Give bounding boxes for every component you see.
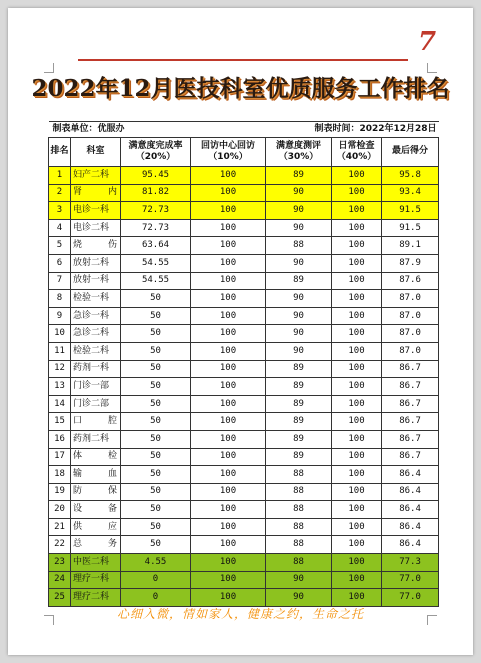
slogan: 心细入微，情如家人，健康之约，生命之托 <box>116 607 364 621</box>
callback-cell: 100 <box>191 413 266 431</box>
final-score-cell: 95.8 <box>382 167 439 185</box>
table-row <box>49 554 439 572</box>
survey-cell: 90 <box>266 571 332 589</box>
inspection-cell: 100 <box>332 202 382 220</box>
survey-cell: 90 <box>266 184 332 202</box>
callback-cell: 100 <box>191 184 266 202</box>
inspection-cell: 100 <box>332 360 382 378</box>
rank-cell: 25 <box>49 589 71 607</box>
callback-cell: 100 <box>191 325 266 343</box>
rank-cell: 18 <box>49 466 71 484</box>
rank-cell: 21 <box>49 518 71 536</box>
rank-cell: 3 <box>49 202 71 220</box>
dept-cell: 体 检 <box>71 448 121 466</box>
inspection-cell: 100 <box>332 430 382 448</box>
callback-cell: 100 <box>191 307 266 325</box>
survey-cell: 89 <box>266 378 332 396</box>
rank-cell: 2 <box>49 184 71 202</box>
final-score-cell: 77.0 <box>382 571 439 589</box>
rank-cell: 24 <box>49 571 71 589</box>
survey-cell: 89 <box>266 167 332 185</box>
table-row <box>49 448 439 466</box>
final-score-cell: 86.7 <box>382 413 439 431</box>
callback-cell: 100 <box>191 254 266 272</box>
completion-cell: 72.73 <box>121 202 191 220</box>
final-score-cell: 87.9 <box>382 254 439 272</box>
callback-cell: 100 <box>191 202 266 220</box>
survey-cell: 88 <box>266 536 332 554</box>
dept-cell: 门诊二部 <box>71 395 121 413</box>
final-score-cell: 86.4 <box>382 501 439 519</box>
dept-cell: 检验二科 <box>71 342 121 360</box>
inspection-cell: 100 <box>332 307 382 325</box>
table-info-row <box>49 122 439 138</box>
survey-cell: 90 <box>266 219 332 237</box>
completion-cell: 50 <box>121 466 191 484</box>
table-row <box>49 342 439 360</box>
completion-cell: 50 <box>121 360 191 378</box>
inspection-cell: 100 <box>332 501 382 519</box>
survey-cell: 88 <box>266 554 332 572</box>
callback-cell: 100 <box>191 290 266 308</box>
final-score-cell: 93.4 <box>382 184 439 202</box>
callback-cell: 100 <box>191 272 266 290</box>
survey-cell: 89 <box>266 448 332 466</box>
inspection-cell: 100 <box>332 290 382 308</box>
table-row <box>49 518 439 536</box>
survey-cell: 90 <box>266 254 332 272</box>
final-score-cell: 86.7 <box>382 378 439 396</box>
table-row <box>49 167 439 185</box>
final-score-cell: 91.5 <box>382 202 439 220</box>
table-row <box>49 395 439 413</box>
callback-cell: 100 <box>191 360 266 378</box>
rank-cell: 20 <box>49 501 71 519</box>
completion-cell: 50 <box>121 395 191 413</box>
callback-cell: 100 <box>191 430 266 448</box>
table-row <box>49 254 439 272</box>
inspection-cell: 100 <box>332 466 382 484</box>
survey-cell: 88 <box>266 501 332 519</box>
page-title: 2022年12月医技科室优质服务工作排名 <box>31 75 450 102</box>
table-row <box>49 202 439 220</box>
completion-cell: 50 <box>121 342 191 360</box>
survey-cell: 89 <box>266 395 332 413</box>
inspection-cell: 100 <box>332 571 382 589</box>
survey-cell: 90 <box>266 290 332 308</box>
survey-cell: 89 <box>266 430 332 448</box>
completion-cell: 4.55 <box>121 554 191 572</box>
table-row <box>49 430 439 448</box>
survey-cell: 89 <box>266 360 332 378</box>
rank-cell: 13 <box>49 378 71 396</box>
rank-cell: 23 <box>49 554 71 572</box>
table-body <box>49 167 439 607</box>
rank-cell: 11 <box>49 342 71 360</box>
survey-cell: 89 <box>266 272 332 290</box>
completion-cell: 50 <box>121 518 191 536</box>
final-score-cell: 86.7 <box>382 360 439 378</box>
final-score-cell: 86.4 <box>382 518 439 536</box>
completion-cell: 0 <box>121 589 191 607</box>
callback-cell: 100 <box>191 237 266 255</box>
table-row <box>49 589 439 607</box>
dept-cell: 肾 内 <box>71 184 121 202</box>
table-row <box>49 360 439 378</box>
table-row <box>49 413 439 431</box>
inspection-cell: 100 <box>332 413 382 431</box>
completion-cell: 50 <box>121 430 191 448</box>
dept-cell: 电诊一科 <box>71 202 121 220</box>
completion-cell: 50 <box>121 448 191 466</box>
inspection-cell: 100 <box>332 184 382 202</box>
final-score-cell: 86.7 <box>382 448 439 466</box>
dept-cell: 口 腔 <box>71 413 121 431</box>
final-score-cell: 86.4 <box>382 536 439 554</box>
final-score-cell: 91.5 <box>382 219 439 237</box>
final-score-cell: 87.0 <box>382 325 439 343</box>
dept-cell: 电诊二科 <box>71 219 121 237</box>
table-row <box>49 307 439 325</box>
table-row <box>49 184 439 202</box>
header-completion: 满意度完成率 （20%） <box>121 138 191 167</box>
final-score-cell: 89.1 <box>382 237 439 255</box>
final-score-cell: 86.4 <box>382 483 439 501</box>
inspection-cell: 100 <box>332 342 382 360</box>
callback-cell: 100 <box>191 378 266 396</box>
dept-cell: 理疗二科 <box>71 589 121 607</box>
rank-cell: 22 <box>49 536 71 554</box>
page-number-mark: 7 <box>418 27 437 57</box>
header-callback: 回访中心回访 （10%） <box>191 138 266 167</box>
callback-cell: 100 <box>191 342 266 360</box>
table-row <box>49 483 439 501</box>
unit-label: 制表单位：优服办 <box>49 122 266 138</box>
table-row <box>49 272 439 290</box>
completion-cell: 50 <box>121 290 191 308</box>
inspection-cell: 100 <box>332 167 382 185</box>
table-row <box>49 325 439 343</box>
completion-cell: 50 <box>121 536 191 554</box>
dept-cell: 理疗一科 <box>71 571 121 589</box>
completion-cell: 72.73 <box>121 219 191 237</box>
callback-cell: 100 <box>191 501 266 519</box>
header-final: 最后得分 <box>382 138 439 167</box>
header-rule <box>78 59 408 61</box>
survey-cell: 90 <box>266 307 332 325</box>
final-score-cell: 87.0 <box>382 290 439 308</box>
dept-cell: 防 保 <box>71 483 121 501</box>
document-page <box>8 8 473 655</box>
dept-cell: 中医二科 <box>71 554 121 572</box>
rank-cell: 9 <box>49 307 71 325</box>
survey-cell: 88 <box>266 237 332 255</box>
final-score-cell: 87.0 <box>382 307 439 325</box>
rank-cell: 6 <box>49 254 71 272</box>
dept-cell: 药剂一科 <box>71 360 121 378</box>
inspection-cell: 100 <box>332 554 382 572</box>
table-row <box>49 536 439 554</box>
rank-cell: 19 <box>49 483 71 501</box>
dept-cell: 门诊一部 <box>71 378 121 396</box>
inspection-cell: 100 <box>332 589 382 607</box>
inspection-cell: 100 <box>332 254 382 272</box>
completion-cell: 50 <box>121 413 191 431</box>
dept-cell: 急诊一科 <box>71 307 121 325</box>
date-label: 制表时间：2022年12月28日 <box>266 122 439 138</box>
dept-cell: 药剂二科 <box>71 430 121 448</box>
table-header-row <box>49 138 439 167</box>
survey-cell: 89 <box>266 413 332 431</box>
table-row <box>49 378 439 396</box>
dept-cell: 设 备 <box>71 501 121 519</box>
header-rank: 排名 <box>49 138 71 167</box>
rank-cell: 5 <box>49 237 71 255</box>
completion-cell: 54.55 <box>121 254 191 272</box>
inspection-cell: 100 <box>332 483 382 501</box>
rank-cell: 12 <box>49 360 71 378</box>
callback-cell: 100 <box>191 466 266 484</box>
final-score-cell: 86.7 <box>382 430 439 448</box>
inspection-cell: 100 <box>332 219 382 237</box>
survey-cell: 88 <box>266 466 332 484</box>
rank-cell: 7 <box>49 272 71 290</box>
inspection-cell: 100 <box>332 395 382 413</box>
inspection-cell: 100 <box>332 237 382 255</box>
final-score-cell: 77.3 <box>382 554 439 572</box>
header-survey: 满意度测评 （30%） <box>266 138 332 167</box>
dept-cell: 检验一科 <box>71 290 121 308</box>
survey-cell: 88 <box>266 483 332 501</box>
final-score-cell: 86.4 <box>382 466 439 484</box>
callback-cell: 100 <box>191 589 266 607</box>
completion-cell: 50 <box>121 483 191 501</box>
callback-cell: 100 <box>191 571 266 589</box>
callback-cell: 100 <box>191 536 266 554</box>
final-score-cell: 77.0 <box>382 589 439 607</box>
inspection-cell: 100 <box>332 518 382 536</box>
table-row <box>49 466 439 484</box>
inspection-cell: 100 <box>332 325 382 343</box>
completion-cell: 50 <box>121 307 191 325</box>
rank-cell: 10 <box>49 325 71 343</box>
final-score-cell: 87.0 <box>382 342 439 360</box>
dept-cell: 供 应 <box>71 518 121 536</box>
survey-cell: 90 <box>266 342 332 360</box>
dept-cell: 放射一科 <box>71 272 121 290</box>
survey-cell: 90 <box>266 202 332 220</box>
completion-cell: 50 <box>121 378 191 396</box>
table-row <box>49 571 439 589</box>
inspection-cell: 100 <box>332 272 382 290</box>
callback-cell: 100 <box>191 554 266 572</box>
table-row <box>49 237 439 255</box>
dept-cell: 急诊二科 <box>71 325 121 343</box>
header-inspection: 日常检查 （40%） <box>332 138 382 167</box>
dept-cell: 放射二科 <box>71 254 121 272</box>
callback-cell: 100 <box>191 518 266 536</box>
survey-cell: 90 <box>266 589 332 607</box>
rank-cell: 14 <box>49 395 71 413</box>
rank-cell: 4 <box>49 219 71 237</box>
dept-cell: 输 血 <box>71 466 121 484</box>
dept-cell: 总 务 <box>71 536 121 554</box>
rank-cell: 8 <box>49 290 71 308</box>
inspection-cell: 100 <box>332 536 382 554</box>
callback-cell: 100 <box>191 219 266 237</box>
rank-cell: 15 <box>49 413 71 431</box>
table-row <box>49 219 439 237</box>
completion-cell: 54.55 <box>121 272 191 290</box>
rank-cell: 1 <box>49 167 71 185</box>
inspection-cell: 100 <box>332 448 382 466</box>
rank-cell: 17 <box>49 448 71 466</box>
callback-cell: 100 <box>191 395 266 413</box>
completion-cell: 95.45 <box>121 167 191 185</box>
final-score-cell: 86.7 <box>382 395 439 413</box>
callback-cell: 100 <box>191 448 266 466</box>
dept-cell: 妇产二科 <box>71 167 121 185</box>
ranking-table <box>48 121 439 607</box>
inspection-cell: 100 <box>332 378 382 396</box>
header-dept: 科室 <box>71 138 121 167</box>
callback-cell: 100 <box>191 167 266 185</box>
completion-cell: 50 <box>121 325 191 343</box>
completion-cell: 81.82 <box>121 184 191 202</box>
completion-cell: 0 <box>121 571 191 589</box>
dept-cell: 烧 伤 <box>71 237 121 255</box>
callback-cell: 100 <box>191 483 266 501</box>
completion-cell: 63.64 <box>121 237 191 255</box>
survey-cell: 88 <box>266 518 332 536</box>
table-row <box>49 290 439 308</box>
rank-cell: 16 <box>49 430 71 448</box>
survey-cell: 90 <box>266 325 332 343</box>
final-score-cell: 87.6 <box>382 272 439 290</box>
completion-cell: 50 <box>121 501 191 519</box>
table-row <box>49 501 439 519</box>
